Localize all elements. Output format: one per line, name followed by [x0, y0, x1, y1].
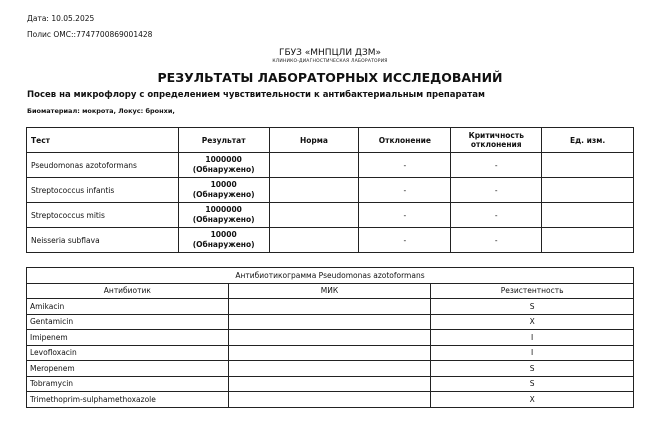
table-row: [27, 153, 634, 178]
table-row: [27, 376, 634, 392]
result-cell: [178, 228, 269, 253]
org-name: ГБУЗ «МНПЦЛИ ДЗМ»: [278, 48, 381, 58]
header-antibiotic: Антибиотик: [27, 283, 229, 299]
mic-cell: [228, 376, 431, 392]
result-status: (Обнаружено): [192, 190, 255, 199]
unit-cell: [542, 203, 634, 228]
test-name: Neisseria subflava: [27, 228, 179, 253]
mic-cell: [228, 345, 431, 361]
result-value: 10000: [210, 180, 237, 189]
table-row: [27, 314, 634, 330]
header-result: Результат: [178, 128, 269, 153]
insurance-policy: Полис ОМС::7747700869001428: [27, 30, 153, 39]
header-test: Тест: [27, 128, 179, 153]
mic-cell: [228, 299, 431, 315]
antibiotic-name: Imipenem: [27, 330, 229, 346]
deviation-cell: -: [359, 153, 451, 178]
result-status: (Обнаружено): [192, 165, 255, 174]
header-unit: Ед. изм.: [542, 128, 634, 153]
table-row: [27, 330, 634, 346]
resistance-cell: X: [431, 314, 634, 330]
biomaterial-line: Биоматериал: мокрота, Локус: бронхи,: [27, 107, 175, 115]
table-row: [27, 299, 634, 315]
table-row: [27, 345, 634, 361]
antibiogram-title-row: [27, 268, 634, 284]
result-cell: [178, 203, 269, 228]
antibiotic-name: Levofloxacin: [27, 345, 229, 361]
unit-cell: [542, 178, 634, 203]
resistance-cell: X: [431, 392, 634, 408]
result-cell: [178, 153, 269, 178]
deviation-cell: -: [359, 178, 451, 203]
norm-cell: [269, 153, 359, 178]
report-subtitle: Посев на микрофлору с определением чувствительности к антибактериальным препаратам: [27, 90, 485, 100]
report-date: Дата: 10.05.2025: [27, 14, 95, 23]
deviation-cell: -: [359, 203, 451, 228]
table-row: [27, 392, 634, 408]
mic-cell: [228, 314, 431, 330]
header-mic: МИК: [228, 283, 431, 299]
antibiotic-name: Trimethoprim-sulphamethoxazole: [27, 392, 229, 408]
mic-cell: [228, 361, 431, 377]
test-name: Streptococcus infantis: [27, 178, 179, 203]
header-resistance: Резистентность: [431, 283, 634, 299]
antibiotic-name: Tobramycin: [27, 376, 229, 392]
table-row: [27, 178, 634, 203]
mic-cell: [228, 330, 431, 346]
result-status: (Обнаружено): [192, 215, 255, 224]
results-table: [26, 127, 634, 253]
antibiogram-title: Антибиотикограмма Pseudomonas azotoformans: [27, 268, 634, 284]
result-status: (Обнаружено): [192, 240, 255, 249]
unit-cell: [542, 153, 634, 178]
results-header-row: [27, 128, 634, 153]
resistance-cell: S: [431, 361, 634, 377]
resistance-cell: I: [431, 330, 634, 346]
mic-cell: [228, 392, 431, 408]
table-row: [27, 228, 634, 253]
criticality-cell: -: [451, 203, 542, 228]
criticality-cell: -: [451, 228, 542, 253]
resistance-cell: S: [431, 299, 634, 315]
header-norm: Норма: [269, 128, 359, 153]
antibiotic-name: Meropenem: [27, 361, 229, 377]
unit-cell: [542, 228, 634, 253]
header-criticality: Критичность отклонения: [451, 128, 542, 153]
header-deviation: Отклонение: [359, 128, 451, 153]
report-title: РЕЗУЛЬТАТЫ ЛАБОРАТОРНЫХ ИССЛЕДОВАНИЙ: [157, 70, 503, 85]
norm-cell: [269, 228, 359, 253]
criticality-cell: -: [451, 153, 542, 178]
criticality-cell: -: [451, 178, 542, 203]
norm-cell: [269, 203, 359, 228]
table-row: [27, 203, 634, 228]
resistance-cell: I: [431, 345, 634, 361]
table-row: [27, 361, 634, 377]
resistance-cell: S: [431, 376, 634, 392]
test-name: Streptococcus mitis: [27, 203, 179, 228]
org-subtitle: КЛИНИКО-ДИАГНОСТИЧЕСКАЯ ЛАБОРАТОРИЯ: [272, 59, 388, 64]
antibiotic-name: Gentamicin: [27, 314, 229, 330]
result-cell: [178, 178, 269, 203]
result-value: 10000: [210, 230, 237, 239]
test-name: Pseudomonas azotoformans: [27, 153, 179, 178]
antibiogram-table: [26, 267, 634, 408]
result-value: 1000000: [205, 205, 242, 214]
antibiotic-name: Amikacin: [27, 299, 229, 315]
result-value: 1000000: [205, 155, 242, 164]
deviation-cell: -: [359, 228, 451, 253]
norm-cell: [269, 178, 359, 203]
antibiogram-header-row: [27, 283, 634, 299]
